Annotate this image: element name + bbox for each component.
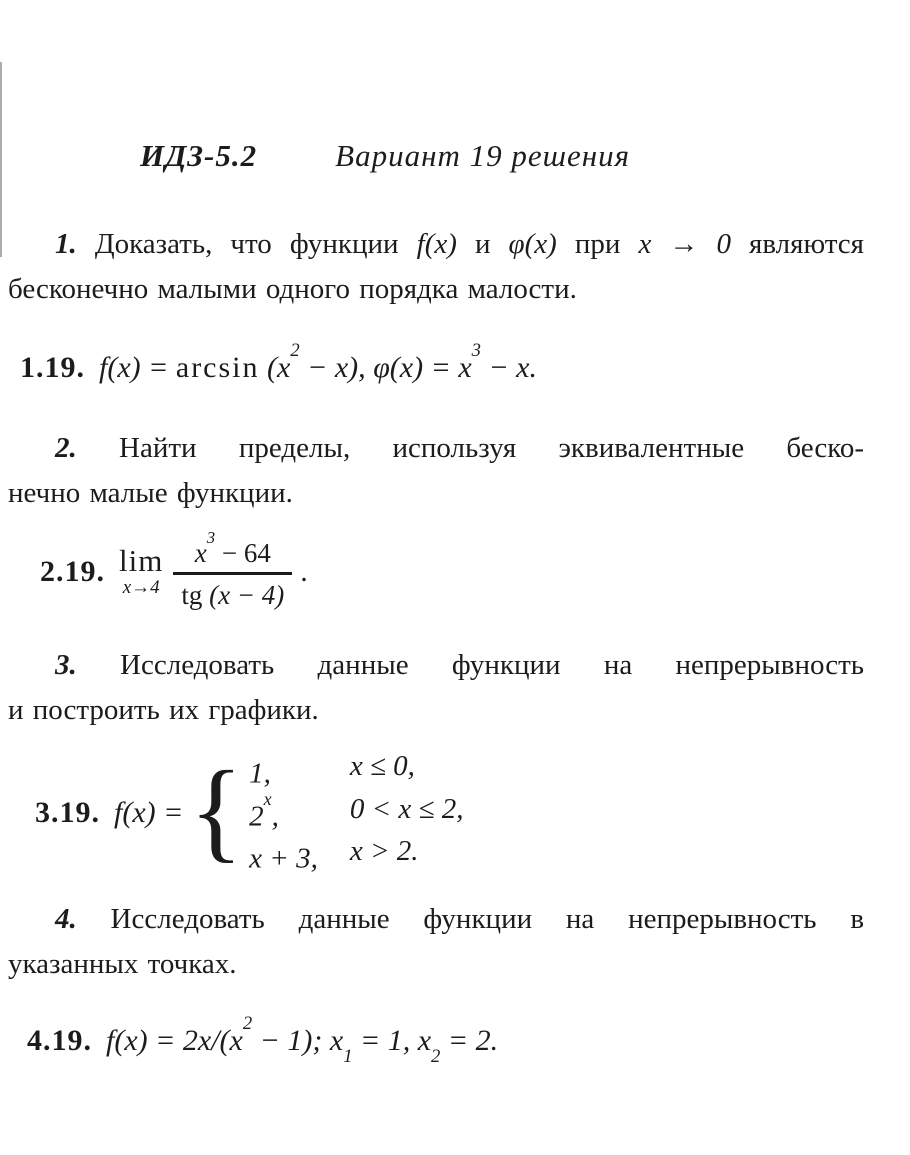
case-1-expr bbox=[249, 749, 318, 792]
math-tg: tg bbox=[181, 580, 203, 610]
item-2-19 bbox=[8, 527, 864, 613]
math-seg2: − 1); x bbox=[252, 1023, 344, 1057]
math-f-of-x: f(x) bbox=[416, 228, 457, 260]
problem-3-text: Исследовать данные функции на непрерывность bbox=[120, 649, 864, 681]
math-subscript-2: 2 bbox=[431, 1046, 441, 1068]
lim-subscript: x→4 bbox=[122, 576, 160, 598]
problem-4-number: 4. bbox=[55, 902, 77, 935]
problem-1-number: 1. bbox=[55, 228, 77, 260]
problem-1-text: Доказать, что функции bbox=[94, 228, 417, 260]
math-exponent-3: 3 bbox=[471, 339, 481, 361]
math-minus-64: − 64 bbox=[215, 538, 271, 568]
limit-operator bbox=[119, 542, 164, 598]
case-2-expr bbox=[249, 788, 318, 835]
item-3-19-label: 3.19. bbox=[35, 796, 100, 830]
math-fx-equals: f(x) = bbox=[114, 796, 184, 830]
math-arg-open: (x bbox=[259, 351, 291, 384]
problem-2-number: 2. bbox=[55, 432, 77, 464]
math-seg4: = 2. bbox=[440, 1023, 499, 1057]
math-exponent-2: 2 bbox=[290, 339, 300, 361]
item-3-19 bbox=[8, 749, 864, 877]
case-1-base: 1 bbox=[249, 757, 264, 790]
item-2-19-label: 2.19. bbox=[40, 555, 105, 588]
case-2-sup: x bbox=[263, 788, 272, 809]
fraction-numerator bbox=[185, 527, 281, 572]
problem-4-statement bbox=[8, 897, 864, 987]
math-tg-arg: (x − 4) bbox=[202, 580, 285, 610]
case-2-comma: , bbox=[271, 800, 279, 833]
problem-1-line-1 bbox=[8, 222, 864, 267]
problem-2-line-1 bbox=[8, 426, 864, 471]
math-exponent-3: 3 bbox=[206, 527, 216, 547]
math-arcsin: arcsin bbox=[175, 351, 260, 384]
problem-4-line-1 bbox=[8, 897, 864, 942]
case-1-condition: x ≤ 0, bbox=[349, 750, 415, 782]
math-seg3: = 1, x bbox=[352, 1023, 432, 1057]
math-tail: − x. bbox=[480, 351, 537, 384]
case-1-comma: , bbox=[263, 757, 271, 790]
item-1-19-label: 1.19. bbox=[20, 351, 85, 384]
case-3-expr bbox=[249, 834, 318, 877]
scan-edge-artifact bbox=[0, 62, 2, 257]
case-3-condition: x > 2. bbox=[349, 835, 419, 868]
problem-4-text: Исследовать данные функции на непрерывность в bbox=[110, 902, 865, 935]
math-fx-equals: f(x) = bbox=[99, 351, 176, 384]
problem-1-conj: и bbox=[456, 228, 509, 260]
problem-2-statement bbox=[8, 426, 864, 516]
case-3-base: x + 3 bbox=[249, 842, 311, 875]
doc-title: Вариант 19 решения bbox=[335, 138, 631, 173]
problem-1-line-2: бесконечно малыми одного порядка малости. bbox=[8, 273, 577, 305]
problem-2-line-2: нечно малые функции. bbox=[8, 477, 293, 509]
math-phi-of-x: φ(x) bbox=[508, 228, 557, 260]
problem-1-statement bbox=[8, 222, 864, 312]
formula-period: . bbox=[300, 555, 308, 588]
problem-3-line-2: и построить их графики. bbox=[8, 694, 319, 726]
math-phi-equals: φ(x) = x bbox=[373, 351, 472, 384]
item-1-19 bbox=[8, 338, 864, 390]
document-content bbox=[8, 0, 864, 1074]
math-arg-close: − x), bbox=[299, 351, 374, 384]
doc-id: ИДЗ-5.2 bbox=[140, 138, 258, 173]
problem-1-tail: являются bbox=[730, 228, 864, 260]
case-2-base: 2 bbox=[249, 800, 264, 833]
piecewise-cases bbox=[249, 749, 463, 877]
lim-symbol: lim bbox=[119, 542, 164, 578]
math-x: x bbox=[194, 538, 207, 568]
item-4-19-label: 4.19. bbox=[27, 1023, 92, 1057]
problem-4-line-2: указанных точках. bbox=[8, 947, 237, 980]
problem-2-text: Найти пределы, используя эквивалентные беско- bbox=[119, 432, 864, 464]
problem-3-number: 3. bbox=[55, 649, 77, 681]
fraction bbox=[173, 527, 292, 613]
document-header bbox=[8, 136, 864, 176]
fraction-denominator bbox=[173, 572, 292, 613]
case-2-condition: 0 < x ≤ 2, bbox=[349, 792, 464, 825]
math-exponent-2: 2 bbox=[242, 1012, 253, 1034]
problem-1-pri: при bbox=[556, 228, 639, 260]
problem-3-line-1 bbox=[8, 643, 864, 688]
case-3-period: , bbox=[310, 842, 318, 875]
curly-brace: { bbox=[189, 748, 244, 873]
math-x-to-0: x → 0 bbox=[638, 228, 731, 260]
item-4-19 bbox=[8, 1011, 864, 1074]
math-subscript-1: 1 bbox=[343, 1046, 353, 1068]
problem-3-statement bbox=[8, 643, 864, 733]
math-fx-formula: f(x) = 2x/(x bbox=[106, 1023, 243, 1057]
